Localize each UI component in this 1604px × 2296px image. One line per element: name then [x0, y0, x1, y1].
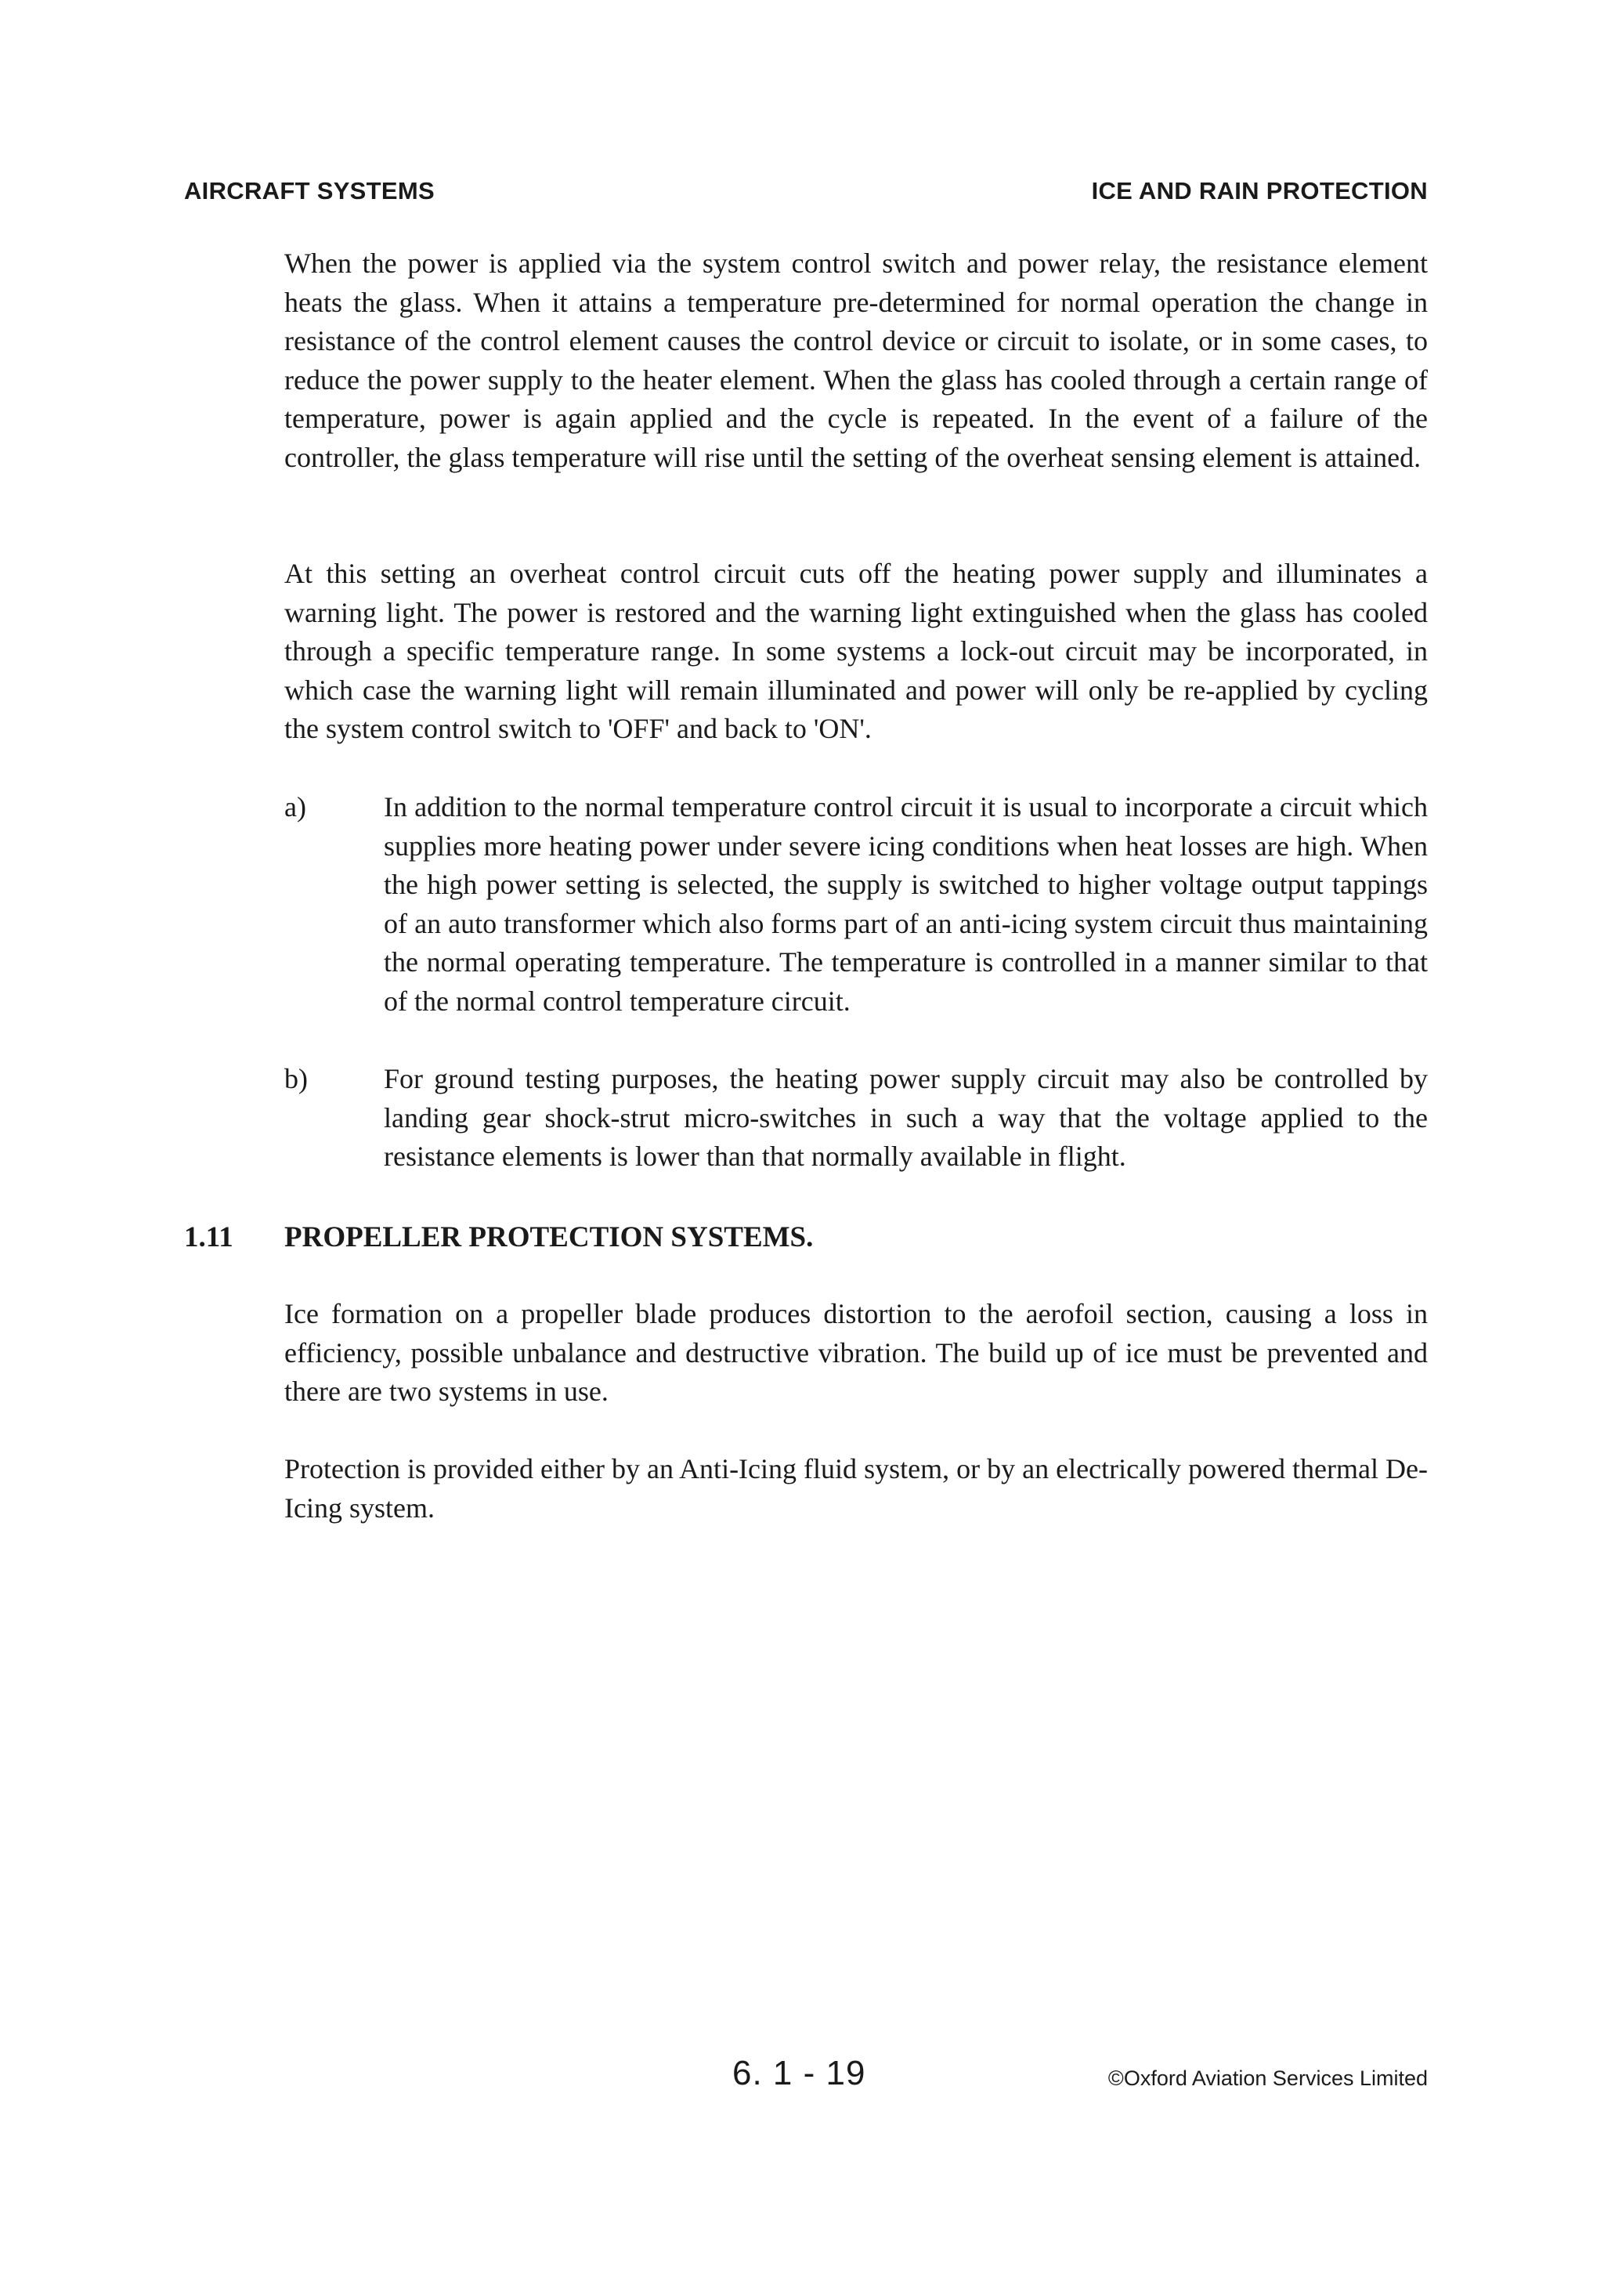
list-item-label: a) — [284, 791, 306, 823]
list-item-text: In addition to the normal temperature control circuit it is usual to incorporate a circuit which supplies more heating power under severe icing conditions when heat losses are high. When the high power setting is selected, the supply is switched to higher voltage output tappings of an auto transformer which also forms part of an anti-icing system circuit thus maintaining the normal operating temperature. The temperature is controlled in a manner similar to that of the normal control temperature circuit. — [384, 791, 1428, 1017]
running-header-right: ICE AND RAIN PROTECTION — [1091, 177, 1428, 204]
section-number: 1.11 — [184, 1221, 233, 1253]
body-paragraph: When the power is applied via the system control switch and power relay, the resistance element heats the glass. When it attains a temperature pre-determined for normal operation the change in resistance of the control element causes the control device or circuit to isolate, or in some cases, to reduce the power supply to the heater element. When the glass has cooled through a certain range of temperature, power is again applied and the cycle is repeated. In the event of a failure of the controller, the glass temperature will rise until the setting of the overheat sensing element is attained. — [284, 248, 1428, 473]
body-paragraph: At this setting an overheat control circuit cuts off the heating power supply and illuminates a warning light. The power is restored and the warning light extinguished when the glass has cooled through a specific temperature range. In some systems a lock-out circuit may be incorporated, in which case the warning light will remain illuminated and power will only be re-applied by cycling the system control switch to 'OFF' and back to 'ON'. — [284, 558, 1428, 744]
list-item-label: b) — [284, 1063, 308, 1094]
section-paragraph: Ice formation on a propeller blade produces distortion to the aerofoil section, causing a loss in efficiency, possible unbalance and destructive vibration. The build up of ice must be prevented and there are two systems in use. — [284, 1298, 1428, 1407]
section-paragraph: Protection is provided either by an Anti-Icing fluid system, or by an electrically powered thermal De-Icing system. — [284, 1453, 1428, 1524]
page-number: 6. 1 - 19 — [732, 2054, 866, 2092]
section-title: PROPELLER PROTECTION SYSTEMS. — [284, 1221, 814, 1253]
copyright-notice: ©Oxford Aviation Services Limited — [1107, 2066, 1428, 2090]
running-header-left: AIRCRAFT SYSTEMS — [184, 177, 435, 204]
list-item-text: For ground testing purposes, the heating power supply circuit may also be controlled by landing gear shock-strut micro-switches in such a way that the voltage applied to the resistance elements is lower than that normally available in flight. — [384, 1063, 1428, 1172]
